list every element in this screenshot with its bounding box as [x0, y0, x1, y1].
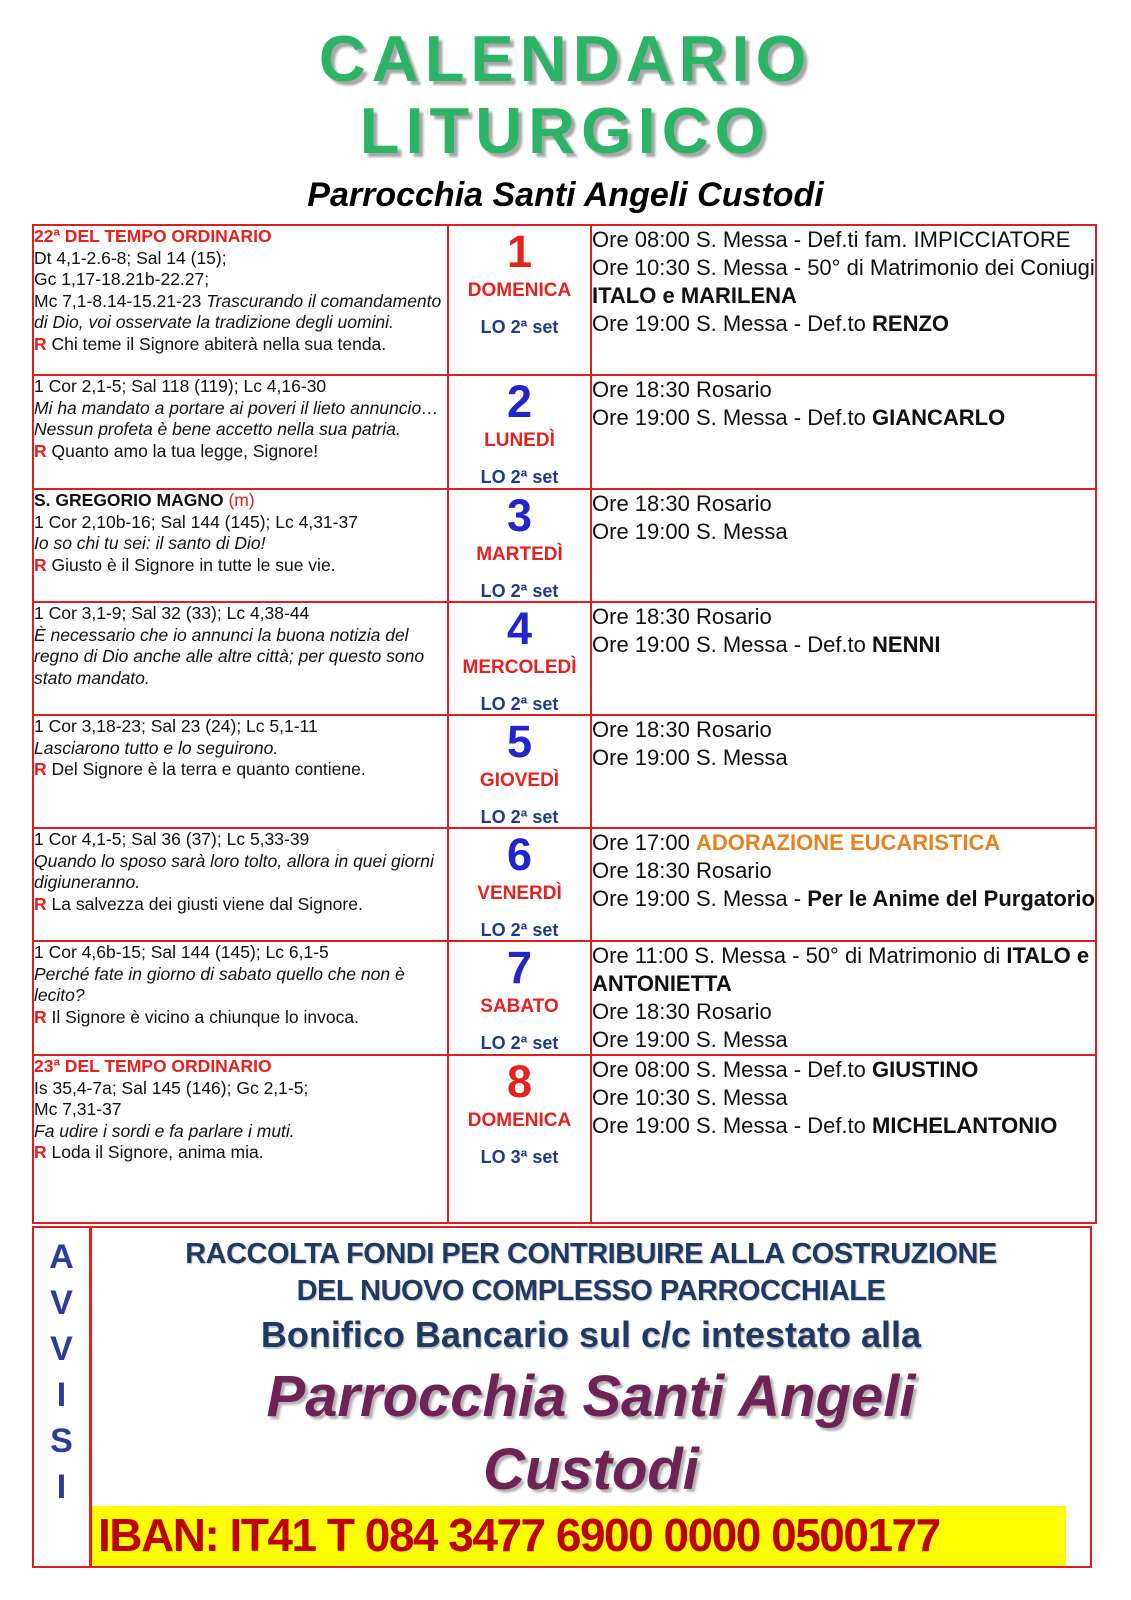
text-line: Ore 19:00 S. Messa - Def.to GIANCARLO	[592, 405, 1006, 430]
calendar-row	[33, 602, 1096, 715]
text-line: Ore 08:00 S. Messa - Def.to GIUSTINO	[592, 1057, 979, 1082]
day-number: 2	[506, 376, 533, 427]
text-line: R Chi teme il Signore abiterà nella sua tenda.	[34, 333, 387, 354]
masses-cell	[591, 828, 1096, 941]
notices-content	[92, 1228, 1090, 1566]
text-line: 1 Cor 2,10b-16; Sal 144 (145); Lc 4,31-37	[34, 511, 358, 532]
text-line: Ore 11:00 S. Messa - 50° di Matrimonio di ITALO e ANTONIETTA	[592, 943, 1090, 996]
text-line: Ore 19:00 S. Messa	[592, 745, 788, 770]
text-line: Mc 7,1-8.14-15.21-23 Trascurando il comandamento di Dio, voi osservate la tradizione degli uomini.	[34, 290, 442, 332]
day-week-label: LO 2ª set	[480, 581, 559, 601]
liturgical-calendar-table	[32, 224, 1097, 1224]
day-week-label: LO 2ª set	[480, 467, 559, 487]
calendar-body	[33, 225, 1096, 1223]
calendar-row	[33, 715, 1096, 828]
text-line: 1 Cor 2,1-5; Sal 118 (119); Lc 4,16-30	[34, 376, 327, 396]
text-line: Ore 18:30 Rosario	[592, 858, 772, 883]
text-line: Perché fate in giorno di sabato quello che non è lecito?	[34, 963, 405, 1005]
readings-cell	[33, 828, 448, 941]
text-line: S. GREGORIO MAGNO (m)	[34, 490, 255, 510]
calendar-row	[33, 225, 1096, 375]
text-line: R Il Signore è vicino a chiunque lo invoca.	[34, 1006, 359, 1027]
text-line: Ore 18:30 Rosario	[592, 717, 772, 742]
text-line: 1 Cor 4,6b-15; Sal 144 (145); Lc 6,1-5	[34, 942, 329, 962]
day-cell	[448, 602, 591, 715]
parish-subtitle: Parrocchia Santi Angeli Custodi	[307, 176, 824, 214]
day-cell-inner	[449, 603, 590, 714]
calendar-row	[33, 489, 1096, 602]
text-line: 22ª DEL TEMPO ORDINARIO	[34, 226, 272, 246]
readings-cell	[33, 1055, 448, 1223]
text-line: Is 35,4-7a; Sal 145 (146); Gc 2,1-5;	[34, 1077, 309, 1098]
readings-cell	[33, 602, 448, 715]
day-name: DOMENICA	[467, 1110, 572, 1131]
readings-cell	[33, 941, 448, 1055]
readings-cell	[33, 715, 448, 828]
day-week-label: LO 2ª set	[480, 1033, 559, 1053]
text-line: R La salvezza dei giusti viene dal Signore.	[34, 893, 363, 914]
calendar-row	[33, 375, 1096, 489]
masses-cell	[591, 715, 1096, 828]
readings-cell	[33, 489, 448, 602]
masses-cell	[591, 489, 1096, 602]
text-line: Mc 7,31-37	[34, 1099, 122, 1119]
text-line: Ore 18:30 Rosario	[592, 604, 772, 629]
day-cell-inner	[449, 490, 590, 601]
page-title-line2: LITURGICO	[359, 94, 772, 167]
text-line: Lasciarono tutto e lo seguirono.	[34, 737, 279, 758]
day-number: 1	[506, 226, 533, 277]
avvisi-letter: V	[50, 1330, 73, 1368]
text-line: Ore 19:00 S. Messa - Def.to RENZO	[592, 311, 950, 336]
text-line: Ore 19:00 S. Messa	[592, 1027, 788, 1052]
text-line: Ore 18:30 Rosario	[592, 491, 772, 516]
day-cell	[448, 1055, 591, 1223]
day-number: 8	[506, 1056, 533, 1107]
day-cell	[448, 715, 591, 828]
day-name: DOMENICA	[467, 280, 572, 301]
page-title-line1: CALENDARIO	[318, 22, 813, 95]
text-line: 1 Cor 3,1-9; Sal 32 (33); Lc 4,38-44	[34, 603, 310, 623]
text-line: R Loda il Signore, anima mia.	[34, 1142, 264, 1162]
day-name: MARTEDÌ	[476, 544, 563, 565]
masses-cell	[591, 602, 1096, 715]
text-line: Ore 10:30 S. Messa - 50° di Matrimonio dei Coniugi ITALO e MARILENA	[592, 255, 1095, 308]
day-cell-inner	[449, 1056, 590, 1222]
text-line: Ore 18:30 Rosario	[592, 999, 772, 1024]
readings-cell	[33, 225, 448, 375]
text-line: Ore 08:00 S. Messa - Def.ti fam. IMPICCIATORE	[592, 227, 1071, 252]
masses-cell	[591, 225, 1096, 375]
day-name: GIOVEDÌ	[479, 770, 560, 791]
day-cell	[448, 489, 591, 602]
day-week-label: LO 2ª set	[480, 807, 559, 827]
avvisi-letters-column	[34, 1228, 92, 1566]
calendar-row	[33, 1055, 1096, 1223]
masses-cell	[591, 375, 1096, 489]
day-cell-inner	[449, 226, 590, 374]
text-line: Dt 4,1-2.6-8; Sal 14 (15);	[34, 247, 227, 268]
text-line: Quando lo sposo sarà loro tolto, allora in quei giorni digiuneranno.	[34, 850, 434, 892]
text-line: Ore 10:30 S. Messa	[592, 1085, 788, 1110]
text-line: R Giusto è il Signore in tutte le sue vie.	[34, 554, 336, 575]
day-number: 4	[506, 603, 533, 654]
text-line: 1 Cor 4,1-5; Sal 36 (37); Lc 5,33-39	[34, 829, 310, 849]
masses-cell	[591, 941, 1096, 1055]
fundraising-line2: DEL NUOVO COMPLESSO PARROCCHIALE	[296, 1275, 886, 1307]
day-week-label: LO 2ª set	[480, 694, 559, 714]
day-number: 7	[506, 942, 533, 993]
fundraising-line1: RACCOLTA FONDI PER CONTRIBUIRE ALLA COSTRUZIONE	[185, 1238, 997, 1270]
day-week-label: LO 2ª set	[480, 317, 559, 337]
iban-highlight: IBAN: IT41 T 084 3477 6900 0000 0500177	[92, 1506, 1066, 1566]
header	[0, 0, 1131, 214]
day-cell-inner	[449, 829, 590, 940]
readings-cell	[33, 375, 448, 489]
parish-name-line2: Custodi	[483, 1437, 699, 1502]
day-week-label: LO 3ª set	[480, 1147, 559, 1167]
day-number: 5	[506, 716, 533, 767]
text-line: 23ª DEL TEMPO ORDINARIO	[34, 1056, 272, 1076]
calendar-row	[33, 941, 1096, 1055]
text-line: Gc 1,17-18.21b-22.27;	[34, 269, 210, 289]
day-name: VENERDÌ	[477, 883, 562, 904]
text-line: Mi ha mandato a portare ai poveri il lieto annuncio… Nessun profeta è bene accetto nella sua patria.	[34, 397, 439, 439]
day-number: 6	[506, 829, 533, 880]
text-line: È necessario che io annunci la buona notizia del regno di Dio anche alle altre città; per questo sono stato mandato.	[34, 624, 425, 688]
day-name: LUNEDÌ	[484, 430, 555, 451]
parish-name-line1: Parrocchia Santi Angeli	[266, 1364, 916, 1429]
day-name: SABATO	[480, 996, 559, 1017]
avvisi-letter: S	[50, 1422, 73, 1460]
text-line: Ore 17:00 ADORAZIONE EUCARISTICA	[592, 830, 1001, 855]
text-line: R Del Signore è la terra e quanto contiene.	[34, 759, 366, 779]
masses-cell	[591, 1055, 1096, 1223]
avvisi-letter: V	[50, 1284, 73, 1322]
day-cell	[448, 941, 591, 1055]
text-line: 1 Cor 3,18-23; Sal 23 (24); Lc 5,1-11	[34, 716, 318, 736]
day-cell	[448, 828, 591, 941]
bank-transfer-line: Bonifico Bancario sul c/c intestato alla	[260, 1314, 922, 1355]
text-line: Ore 19:00 S. Messa	[592, 519, 788, 544]
text-line: Fa udire i sordi e fa parlare i muti.	[34, 1120, 295, 1141]
avvisi-letter: A	[49, 1238, 74, 1276]
day-cell-inner	[449, 942, 590, 1054]
text-line: Ore 19:00 S. Messa - Def.to NENNI	[592, 632, 941, 657]
text-line: Ore 19:00 S. Messa - Def.to MICHELANTONIO	[592, 1113, 1058, 1138]
day-cell	[448, 375, 591, 489]
notices-box	[32, 1226, 1092, 1568]
text-line: Ore 19:00 S. Messa - Per le Anime del Purgatorio	[592, 886, 1095, 911]
day-cell	[448, 225, 591, 375]
day-number: 3	[506, 490, 533, 541]
text-line: Ore 18:30 Rosario	[592, 377, 772, 402]
calendar-row	[33, 828, 1096, 941]
day-cell-inner	[449, 376, 590, 488]
avvisi-letter: I	[56, 1376, 67, 1414]
avvisi-letter: I	[56, 1468, 67, 1506]
day-name: MERCOLEDÌ	[462, 657, 577, 678]
day-week-label: LO 2ª set	[480, 920, 559, 940]
text-line: Io so chi tu sei: il santo di Dio!	[34, 533, 266, 553]
text-line: R Quanto amo la tua legge, Signore!	[34, 440, 319, 461]
day-cell-inner	[449, 716, 590, 827]
